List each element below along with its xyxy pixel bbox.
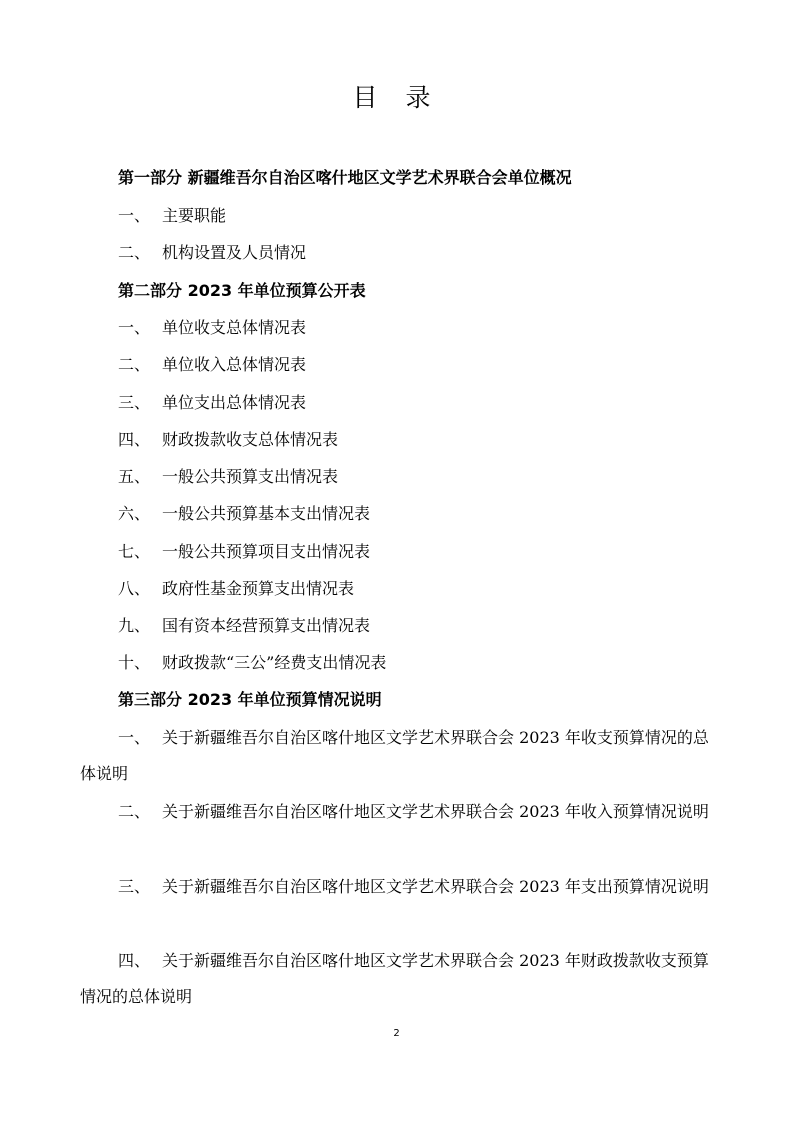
toc-paragraph — [80, 869, 720, 905]
toc-item-text: 一般公共预算基本支出情况表 — [162, 504, 371, 523]
toc-item-text: 财政拨款收支总体情况表 — [162, 430, 339, 449]
toc-item — [118, 243, 306, 263]
page-title: 目 录 — [352, 83, 441, 112]
toc-item-text: 关于新疆维吾尔自治区喀什地区文学艺术界联合会 2023 年财政拨款收支预算情况的总体说明 — [80, 951, 709, 1006]
toc-item-number: 十、 — [118, 653, 151, 672]
toc-item-number: 三、 — [118, 877, 151, 896]
toc-item — [118, 504, 370, 524]
toc-item-text: 关于新疆维吾尔自治区喀什地区文学艺术界联合会 2023 年支出预算情况说明 — [162, 877, 709, 896]
toc-item-text: 单位收入总体情况表 — [162, 355, 307, 374]
toc-item — [118, 579, 354, 599]
toc-item — [118, 318, 306, 338]
toc-item-number: 一、 — [118, 206, 151, 225]
section-heading-part1: 第一部分 新疆维吾尔自治区喀什地区文学艺术界联合会单位概况 — [118, 168, 572, 187]
page-number: 2 — [393, 1028, 400, 1039]
toc-item-number: 八、 — [118, 579, 151, 598]
section-heading-part3: 第三部分 2023 年单位预算情况说明 — [118, 690, 382, 709]
toc-item-number: 一、 — [118, 318, 151, 337]
toc-item — [118, 616, 370, 636]
section-heading-part2: 第二部分 2023 年单位预算公开表 — [118, 281, 366, 300]
toc-item-number: 六、 — [118, 504, 151, 523]
toc-item-number: 三、 — [118, 393, 151, 412]
toc-item-text: 政府性基金预算支出情况表 — [162, 579, 355, 598]
toc-item-text: 关于新疆维吾尔自治区喀什地区文学艺术界联合会 2023 年收入预算情况说明 — [162, 802, 709, 821]
toc-item-text: 一般公共预算支出情况表 — [162, 467, 339, 486]
toc-item-text: 国有资本经营预算支出情况表 — [162, 616, 371, 635]
toc-item — [118, 393, 306, 413]
toc-item-number: 一、 — [118, 728, 151, 747]
toc-item-text: 单位收支总体情况表 — [162, 318, 307, 337]
toc-item-number: 五、 — [118, 467, 151, 486]
toc-item — [118, 355, 306, 375]
toc-item-text: 关于新疆维吾尔自治区喀什地区文学艺术界联合会 2023 年收支预算情况的总体说明 — [80, 728, 709, 783]
toc-item-number: 二、 — [118, 355, 151, 374]
toc-item-number: 二、 — [118, 243, 151, 262]
toc-item — [118, 653, 386, 673]
toc-item-number: 四、 — [118, 951, 151, 970]
toc-item-number: 七、 — [118, 542, 151, 561]
toc-paragraph — [80, 794, 720, 830]
toc-item-number: 二、 — [118, 802, 151, 821]
toc-item-number: 四、 — [118, 430, 151, 449]
toc-item-text: 机构设置及人员情况 — [162, 243, 307, 262]
toc-item-text: 单位支出总体情况表 — [162, 393, 307, 412]
toc-item-text: 一般公共预算项目支出情况表 — [162, 542, 371, 561]
toc-item — [118, 430, 338, 450]
toc-paragraph — [80, 720, 720, 792]
toc-item-number: 九、 — [118, 616, 151, 635]
toc-paragraph — [80, 943, 720, 1015]
toc-item — [118, 467, 338, 487]
toc-item-text: 主要职能 — [162, 206, 227, 225]
toc-item-text: 财政拨款“三公”经费支出情况表 — [162, 653, 387, 672]
toc-item — [118, 542, 370, 562]
toc-item — [118, 206, 226, 226]
